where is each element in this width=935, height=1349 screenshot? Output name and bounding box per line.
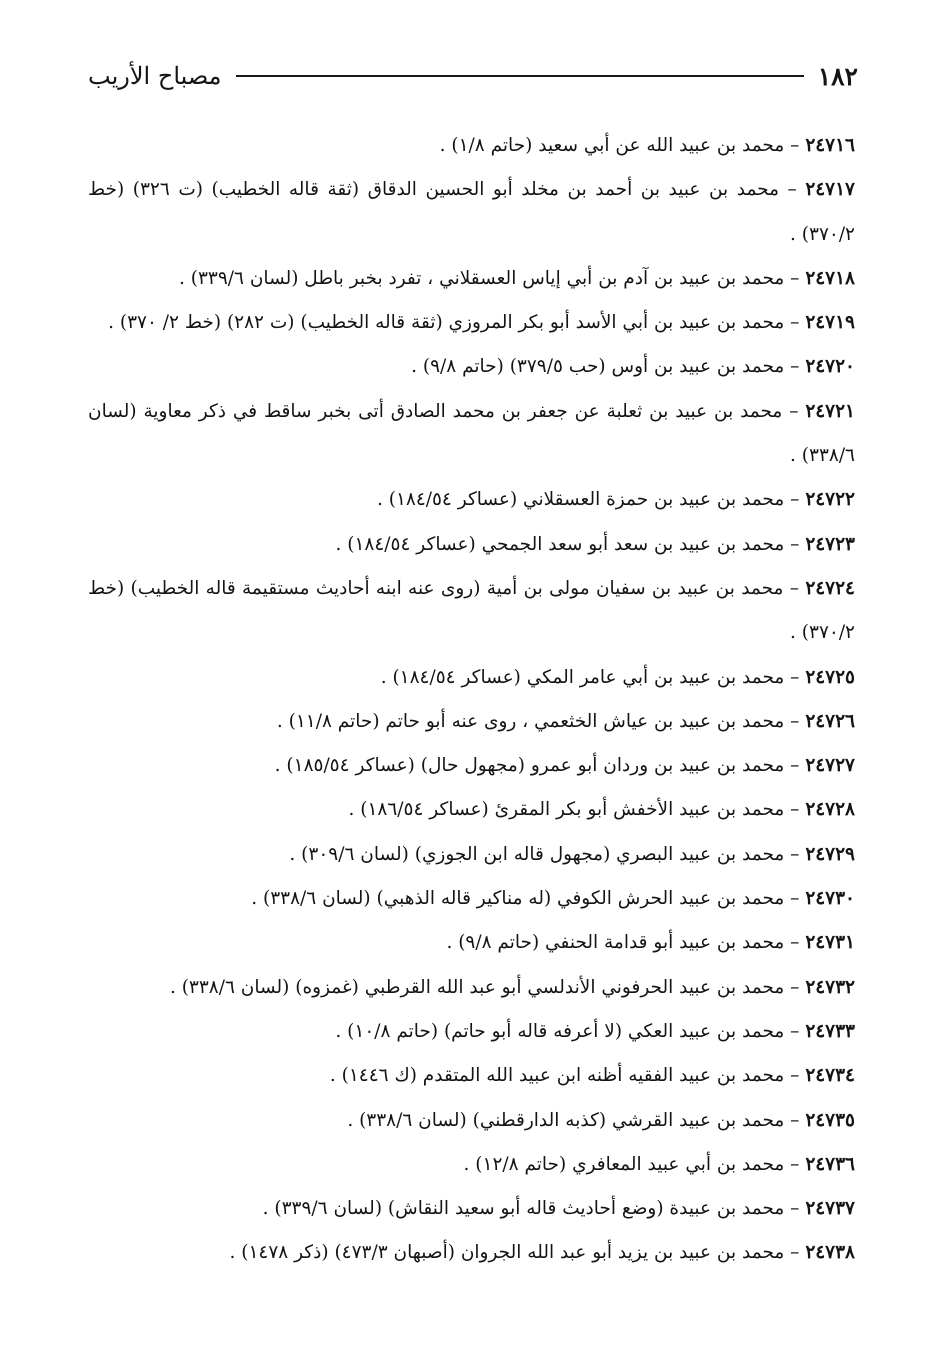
entry-number: ٢٤٧٢٣ <box>805 533 855 555</box>
entry <box>88 744 855 788</box>
entry <box>88 478 855 522</box>
entry-text: – محمد بن عبيد الحرش الكوفي (له مناكير قاله الذهبي) (لسان ٣٣٨/٦) . <box>251 888 806 910</box>
entry-number: ٢٤٧٣٥ <box>805 1109 855 1131</box>
book-title: مصباح الأريب <box>88 62 222 90</box>
entry <box>88 700 855 744</box>
entry-number: ٢٤٧٣٦ <box>805 1153 855 1175</box>
entry-number: ٢٤٧٢٩ <box>805 843 855 865</box>
entry <box>88 1231 855 1275</box>
entry <box>88 301 855 345</box>
entry-number: ٢٤٧٢٨ <box>805 799 855 821</box>
entry-text: – محمد بن عبيد بن أوس (حب ٣٧٩/٥) (حاتم ٩/٨) . <box>411 356 806 378</box>
entry-text: – محمد بن أبي عبيد المعافري (حاتم ١٢/٨) . <box>463 1153 806 1175</box>
entry <box>88 523 855 567</box>
entry <box>88 1143 855 1187</box>
entry <box>88 1099 855 1143</box>
header-rule <box>236 75 804 77</box>
entry <box>88 833 855 877</box>
entry-text: – محمد بن عبيد بن أبي عامر المكي (عساكر ١٨٤/٥٤) . <box>380 666 806 688</box>
entry <box>88 877 855 921</box>
entry-text: – محمد بن عبيد العكي (لا أعرفه قاله أبو حاتم) (حاتم ١٠/٨) . <box>335 1020 806 1042</box>
entry-text: – محمد بن عبيد بن وردان أبو عمرو (مجهول حال) (عساكر ١٨٥/٥٤) . <box>274 755 806 777</box>
entry-number: ٢٤٧٣٨ <box>805 1242 855 1264</box>
entry-text: – محمد بن عبيد بن أبي الأسد أبو بكر المروزي (ثقة قاله الخطيب) (ت ٢٨٢) (خط ٢/ ٣٧٠) . <box>108 312 806 334</box>
entry-text: – محمد بن عبيد بن حمزة العسقلاني (عساكر ١٨٤/٥٤) . <box>376 489 806 511</box>
entry-number: ٢٤٧١٨ <box>805 267 855 289</box>
entry-text: – محمد بن عبيد الفقيه أظنه ابن عبيد الله المتقدم (ك ١٤٤٦) . <box>329 1065 806 1087</box>
entry-number: ٢٤٧٢١ <box>805 400 855 422</box>
entry <box>88 345 855 389</box>
entry-number: ٢٤٧١٩ <box>805 312 855 334</box>
entry-number: ٢٤٧٢٠ <box>805 356 855 378</box>
entry-text: – محمد بن عبيد بن ثعلبة عن جعفر بن محمد الصادق أتى بخبر ساقط في ذكر معاوية (لسان ٣٣٨/٦) . <box>88 400 855 467</box>
entry <box>88 390 855 479</box>
entry-number: ٢٤٧٣٢ <box>805 976 855 998</box>
entry-number: ٢٤٧٣٣ <box>805 1020 855 1042</box>
entry-text: – محمد بن عبيد بن آدم بن أبي إياس العسقلاني ، تفرد بخبر باطل (لسان ٣٣٩/٦) . <box>179 267 806 289</box>
entry-text: – محمد بن عبيد البصري (مجهول قاله ابن الجوزي) (لسان ٣٠٩/٦) . <box>289 843 806 865</box>
entry-number: ٢٤٧٢٢ <box>805 489 855 511</box>
entry <box>88 966 855 1010</box>
entry <box>88 1010 855 1054</box>
entry <box>88 124 855 168</box>
entries-list <box>88 124 855 1276</box>
entry-text: – محمد بن عبيد الحرفوني الأندلسي أبو عبد الله القرطبي (غمزوه) (لسان ٣٣٨/٦) . <box>169 976 806 998</box>
entry-text: – محمد بن عبيد الله عن أبي سعيد (حاتم ١/٨) . <box>439 135 806 156</box>
entry-number: ٢٤٧٢٦ <box>805 710 855 732</box>
entry <box>88 168 855 257</box>
entry-number: ٢٤٧٢٧ <box>805 755 855 777</box>
entry-number: ٢٤٧١٧ <box>805 179 855 201</box>
entry-number: ٢٤٧٣٤ <box>805 1065 855 1087</box>
entry-text: – محمد بن عبيد أبو قدامة الحنفي (حاتم ٩/٨) . <box>446 932 806 954</box>
entry-text: – محمد بن عبيد بن سعد أبو سعد الجمحي (عساكر ١٨٤/٥٤) . <box>335 533 806 555</box>
entry-number: ٢٤٧٣١ <box>805 932 855 954</box>
entry-text: – محمد بن عبيد بن أحمد بن مخلد أبو الحسين الدقاق (ثقة قاله الخطيب) (ت ٣٢٦) (خط ٣٧٠/٢) . <box>88 179 855 245</box>
entry <box>88 1054 855 1098</box>
entry <box>88 921 855 965</box>
entry-number: ٢٤٧٢٤ <box>805 577 855 599</box>
entry-number: ٢٤٧١٦ <box>805 135 855 156</box>
entry <box>88 567 855 656</box>
entry-number: ٢٤٧٢٥ <box>805 666 855 688</box>
entry-text: – محمد بن عبيدة (وضع أحاديث قاله أبو سعيد النقاش) (لسان ٣٣٩/٦) . <box>262 1198 806 1220</box>
entry <box>88 788 855 832</box>
entry-number: ٢٤٧٣٧ <box>805 1198 855 1220</box>
entry-text: – محمد بن عبيد بن سفيان مولى بن أمية (روى عنه ابنه أحاديث مستقيمة قاله الخطيب) (خط ٣٧٠/٢) . <box>88 577 855 644</box>
entry-text: – محمد بن عبيد بن يزيد أبو عبد الله الجروان (أصبهان ٤٧٣/٣) (ذكر ١٤٧٨) . <box>229 1242 806 1264</box>
entry <box>88 257 855 301</box>
page-number: ١٨٢ <box>817 61 858 91</box>
page-header <box>88 58 858 94</box>
entry-number: ٢٤٧٣٠ <box>805 888 855 910</box>
entry <box>88 1187 855 1231</box>
entry-text: – محمد بن عبيد بن عياش الخثعمي ، روى عنه أبو حاتم (حاتم ١١/٨) . <box>276 710 806 732</box>
entry-text: – محمد بن عبيد القرشي (كذبه الدارقطني) (لسان ٣٣٨/٦) . <box>347 1109 806 1131</box>
entry-text: – محمد بن عبيد الأخفش أبو بكر المقرئ (عساكر ١٨٦/٥٤) . <box>348 799 806 821</box>
entry <box>88 656 855 700</box>
